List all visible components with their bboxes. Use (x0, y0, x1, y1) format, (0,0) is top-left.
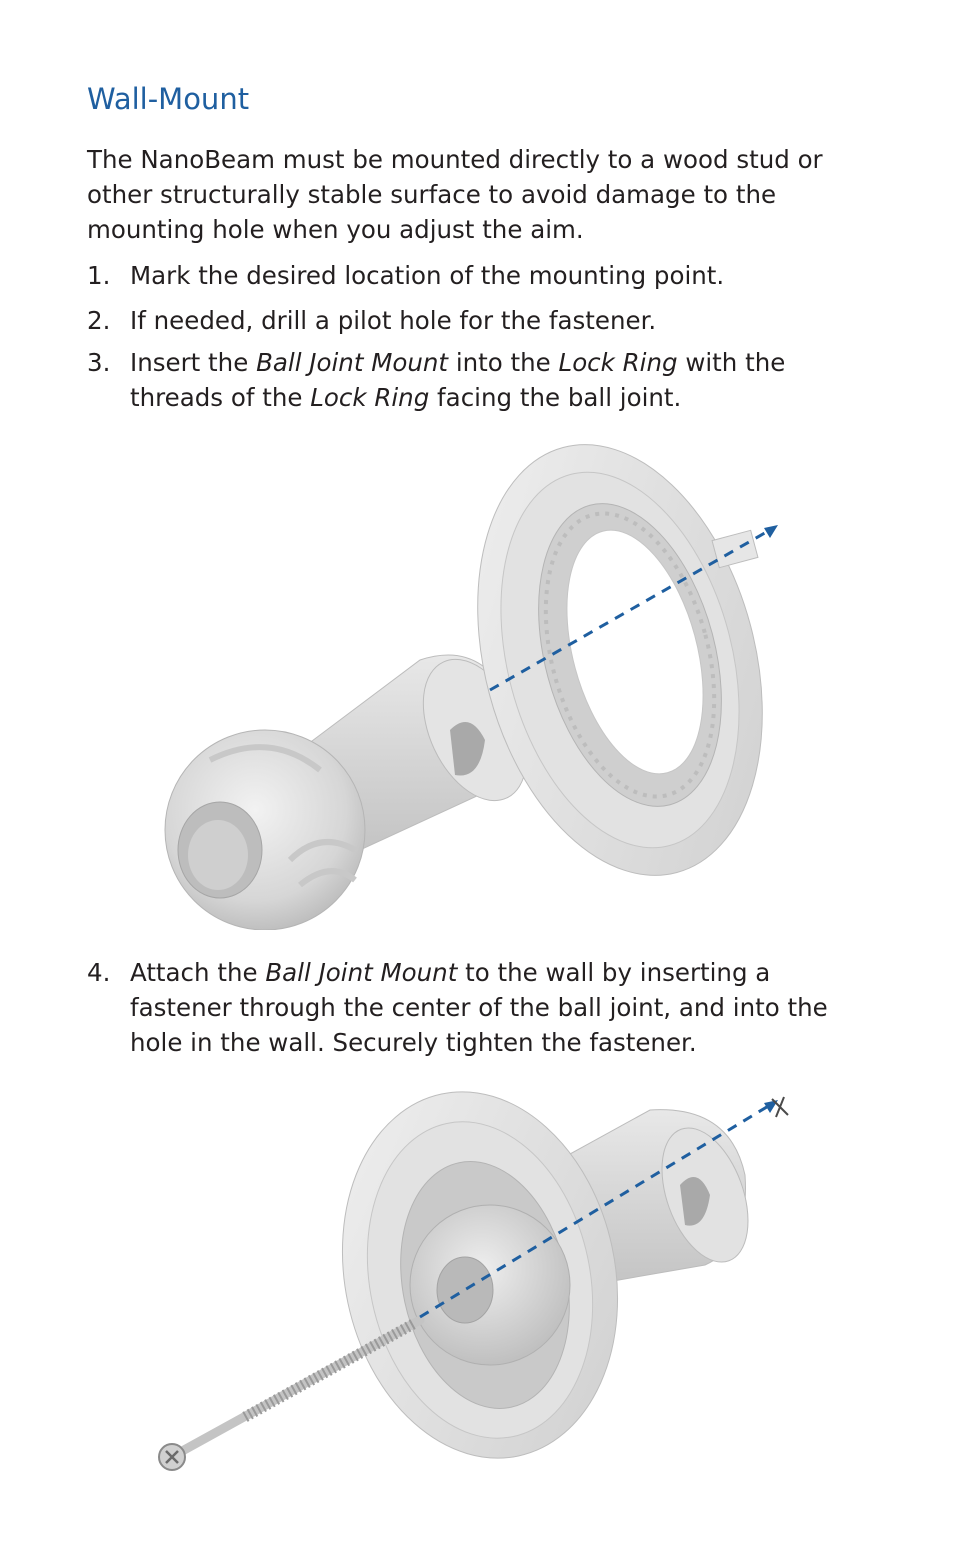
figure-ball-joint-and-lock-ring (150, 430, 810, 930)
step-number: 1. (87, 261, 111, 290)
step-3 (87, 345, 867, 415)
step-text: Attach the Ball Joint Mount to the wall by inserting a fastener through the center of the ball joint, and into the hole in the wall. Securely tighten the fastener. (130, 958, 828, 1057)
step-text: Mark the desired location of the mounting point. (130, 261, 725, 290)
step-number: 4. (87, 958, 111, 987)
step-1 (87, 258, 867, 293)
intro-paragraph: The NanoBeam must be mounted directly to a wood stud or other structurally stable surface to avoid damage to the mounting hole when you adjust the aim. (87, 145, 823, 244)
part-name: Lock Ring (558, 348, 678, 377)
part-name: Ball Joint Mount (265, 958, 458, 987)
step-4 (87, 955, 867, 1060)
lock-ring (433, 430, 808, 907)
figure-assembled-mount-with-fastener (150, 1085, 810, 1485)
step-text: If needed, drill a pilot hole for the fastener. (130, 306, 657, 335)
part-name: Lock Ring (310, 383, 430, 412)
arrow-head-icon (764, 525, 778, 538)
section-title: Wall-Mount (87, 82, 250, 116)
fastener-screw (159, 1320, 420, 1470)
step-text: Insert the Ball Joint Mount into the Lock Ring with the threads of the Lock Ring facing the ball joint. (130, 348, 786, 412)
wall-hole-marker-icon (772, 1097, 788, 1117)
step-2 (87, 303, 867, 338)
step-number: 2. (87, 306, 111, 335)
step-number: 3. (87, 348, 111, 377)
part-name: Ball Joint Mount (256, 348, 449, 377)
